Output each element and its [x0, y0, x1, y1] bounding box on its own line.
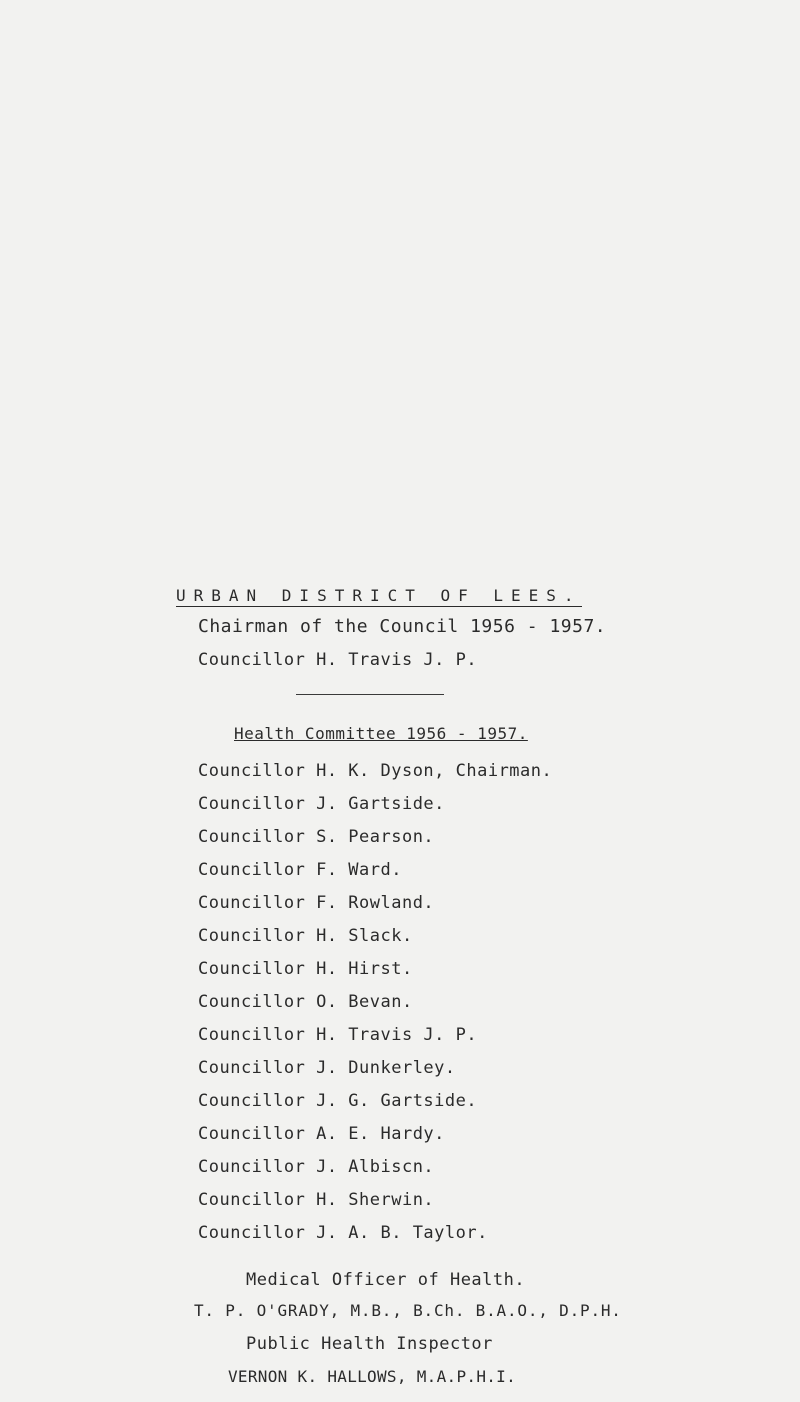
committee-member: Councillor J. G. Gartside.: [198, 1091, 478, 1111]
health-inspector-name: VERNON K. HALLOWS, M.A.P.H.I.: [228, 1367, 517, 1386]
committee-member: Councillor H. Hirst.: [198, 959, 413, 979]
committee-member: Councillor J. Dunkerley.: [198, 1058, 456, 1078]
committee-member: Councillor J. Gartside.: [198, 794, 445, 814]
committee-title: Health Committee 1956 - 1957.: [234, 724, 528, 743]
committee-member: Councillor O. Bevan.: [198, 992, 413, 1012]
committee-member: Councillor F. Rowland.: [198, 893, 435, 913]
committee-member: Councillor F. Ward.: [198, 860, 402, 880]
district-title: URBAN DISTRICT OF LEES.: [176, 586, 582, 605]
medical-officer-name: T. P. O'GRADY, M.B., B.Ch. B.A.O., D.P.H.: [194, 1301, 622, 1320]
committee-member: Councillor H. Travis J. P.: [198, 1025, 478, 1045]
committee-member: Councillor H. Sherwin.: [198, 1190, 435, 1210]
committee-member: Councillor H. K. Dyson, Chairman.: [198, 761, 553, 781]
committee-member: Councillor H. Slack.: [198, 926, 413, 946]
council-chairman-label: Chairman of the Council 1956 - 1957.: [198, 616, 607, 637]
section-divider: [296, 694, 444, 695]
committee-member: Councillor J. A. B. Taylor.: [198, 1223, 488, 1243]
medical-officer-label: Medical Officer of Health.: [246, 1270, 526, 1290]
committee-member: Councillor S. Pearson.: [198, 827, 435, 847]
committee-member: Councillor J. Albiscn.: [198, 1157, 435, 1177]
health-inspector-label: Public Health Inspector: [246, 1334, 493, 1354]
council-chairman-name: Councillor H. Travis J. P.: [198, 650, 478, 670]
committee-member: Councillor A. E. Hardy.: [198, 1124, 445, 1144]
